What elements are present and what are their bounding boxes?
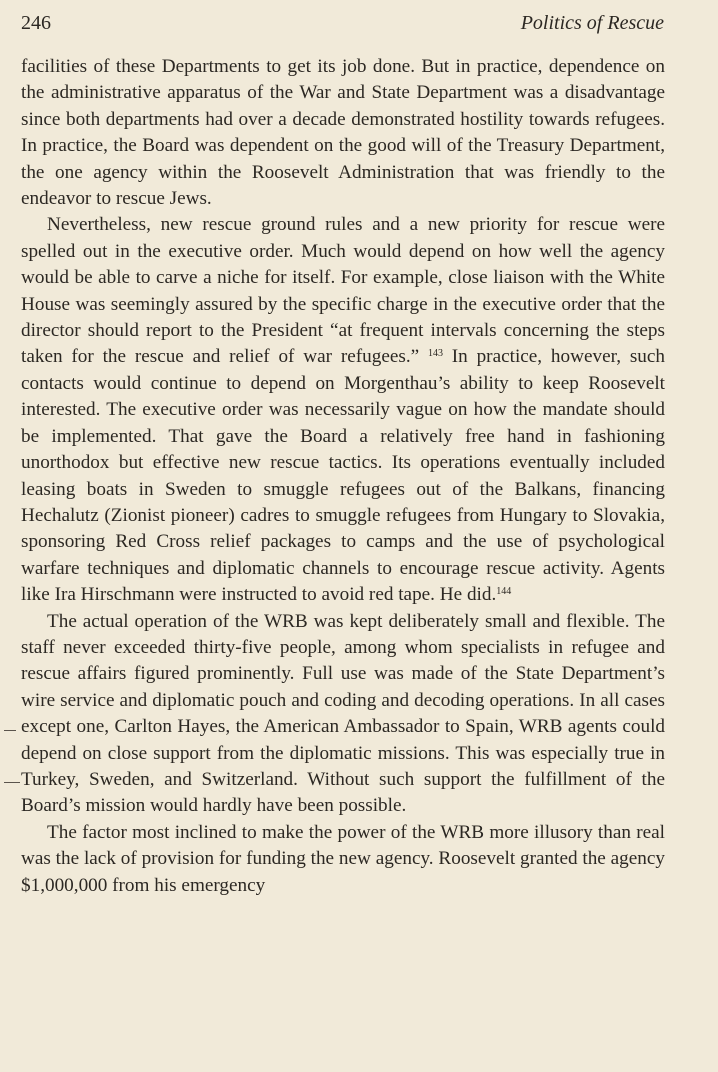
- footnote-ref-143: 143: [427, 348, 443, 360]
- paragraph-2: [21, 212, 665, 608]
- paragraph-2-text-a: Nevertheless, new rescue ground rules and a new priority for rescue were spelled out in the executive order. Much would depend on how well the agency would be able to carve a niche for itself. For example, close liaison with the White House was seemingly assured by the specific charge in the executive order that the director should report to the President “at frequent intervals concerning the steps taken for the rescue and relief of war refugees.”: [21, 214, 665, 368]
- paragraph-1: facilities of these Departments to get its job done. But in practice, dependence on the administrative apparatus of the War and State Department was a disadvantage since both departments had over a decade demonstrated hostility towards refugees. In practice, the Board was dependent on the good will of the Treasury Department, the one agency within the Roosevelt Administration that was friendly to the endeavor to rescue Jews.: [21, 56, 665, 210]
- running-head: [21, 12, 664, 40]
- paragraph-3: The actual operation of the WRB was kept deliberately small and flexible. The staff never exceeded thirty-five people, among whom specialists in refugee and rescue affairs figured prominently. Full use was made of the State Department’s wire service and diplomatic pouch and coding and decoding operations. In all cases except one, Carlton Hayes, the American Ambassador to Spain, WRB agents could depend on close support from the diplomatic missions. This was especially true in Turkey, Sweden, and Switzerland. Without such support the fulfillment of the Board’s mission would hardly have been possible.: [21, 610, 665, 817]
- margin-mark-bottom: [4, 782, 20, 783]
- page-number: 246: [21, 12, 51, 34]
- running-title: Politics of Rescue: [520, 12, 664, 34]
- body-text: [21, 54, 665, 899]
- paragraph-2-text-b: In practice, however, such contacts would continue to depend on Morgenthau’s ability to keep Roosevelt interested. The executive order was necessarily vague on how the mandate should be implemented. That gave the Board a relatively free hand in fashioning unorthodox but effective new rescue tactics. Its operations eventually included leasing boats in Sweden to smuggle refugees out of the Balkans, financing Hechalutz (Zionist pioneer) cadres to smuggle refugees from Hungary to Slovakia, sponsoring Red Cross relief packages to camps and the use of psychological warfare techniques and diplomatic channels to encourage rescue activity. Agents like Ira Hirschmann were instructed to avoid red tape. He did.: [21, 346, 665, 606]
- margin-mark-top: [4, 730, 16, 731]
- footnote-ref-144: 144: [496, 586, 512, 598]
- paragraph-4: The factor most inclined to make the power of the WRB more illusory than real was the lack of provision for funding the new agency. Roosevelt granted the agency $1,000,000 from his emergency: [21, 821, 665, 896]
